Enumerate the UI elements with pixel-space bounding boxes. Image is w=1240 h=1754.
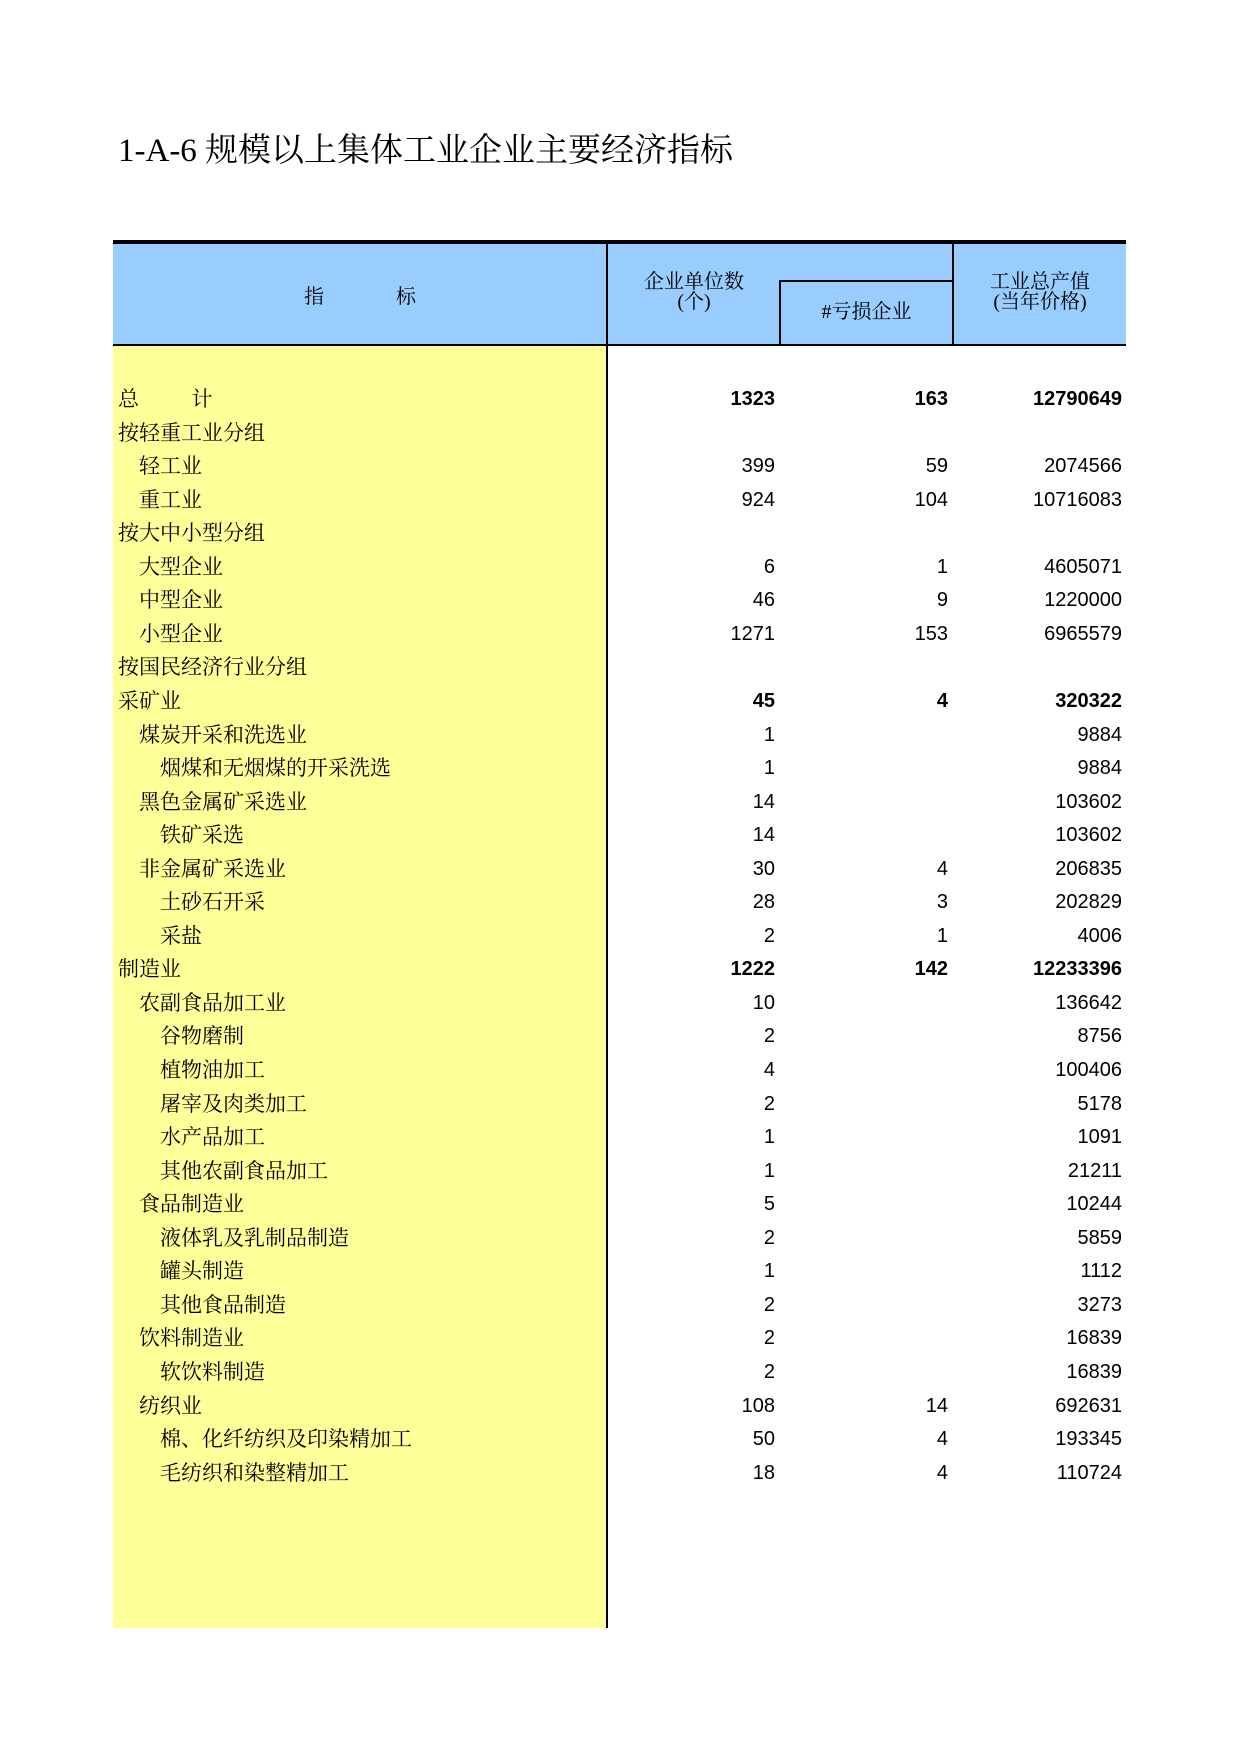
enterprise-units-cell: 1222 [730,958,775,981]
row-label: 饮料制造业 [139,1326,244,1351]
enterprise-units-cell: 10 [752,991,775,1014]
enterprise-units-cell: 4 [763,1059,775,1081]
gross-output-cell: 10244 [1066,1193,1122,1216]
enterprise-units-cell: 14 [752,824,775,847]
table-row [113,1319,1126,1357]
table-row [113,1085,1126,1123]
gross-output-cell: 9884 [1077,723,1122,746]
table-row [113,682,1126,720]
table-row [113,1454,1126,1492]
row-label: 采盐 [160,923,202,948]
row-label: 谷物磨制 [160,1024,244,1049]
row-label: 按大中小型分组 [118,521,265,546]
enterprise-units-cell: 2 [763,1360,775,1383]
row-label: 其他食品制造 [160,1292,286,1317]
enterprise-units-cell: 1271 [730,622,775,645]
table-row [113,749,1126,787]
table-header [113,244,1126,346]
row-label: 采矿业 [118,688,181,713]
gross-output-cell: 1220000 [1044,589,1122,612]
row-label: 按国民经济行业分组 [118,655,307,680]
row-label: 土砂石开采 [160,890,265,915]
enterprise-units-cell: 399 [741,455,775,478]
row-label: 总 计 [118,387,213,411]
row-label: 罐头制造 [160,1259,244,1284]
gross-output-cell: 5859 [1077,1226,1122,1249]
row-label: 轻工业 [139,454,202,479]
gross-output-cell: 110724 [1056,1461,1122,1484]
row-label: 纺织业 [139,1393,202,1418]
table-row [113,1219,1126,1257]
row-label: 屠宰及肉类加工 [160,1091,307,1116]
enterprise-units-cell: 924 [741,488,775,511]
table-row [113,1286,1126,1324]
gross-output-cell: 8756 [1077,1025,1122,1048]
loss-enterprises-cell: 4 [936,857,948,880]
table-row [113,1051,1126,1089]
table-row [113,950,1126,988]
loss-enterprises-cell: 153 [914,622,948,645]
header-gross-output: 工业总产值 (当年价格) [990,271,1090,313]
table-row [113,648,1126,686]
enterprise-units-cell: 2 [763,1226,775,1249]
enterprise-units-cell: 30 [752,857,775,880]
gross-output-cell: 6965579 [1044,622,1122,645]
table-row [113,481,1126,519]
table-row [113,984,1126,1022]
table-row [113,447,1126,485]
table-row [113,716,1126,754]
gross-output-cell: 103602 [1055,790,1122,813]
table-row [113,414,1126,452]
table-row [113,850,1126,888]
table-row [113,514,1126,552]
row-label: 其他农副食品加工 [160,1158,328,1183]
loss-enterprises-cell: 104 [914,488,948,511]
gross-output-cell: 193345 [1055,1428,1122,1451]
gross-output-cell: 16839 [1066,1327,1122,1350]
gross-output-cell: 10716083 [1033,488,1122,511]
enterprise-units-cell: 1 [763,1126,775,1149]
loss-enterprises-cell: 4 [936,1461,948,1484]
loss-enterprises-cell: 142 [914,958,948,981]
enterprise-units-cell: 6 [763,555,775,578]
gross-output-cell: 5178 [1077,1092,1122,1115]
enterprise-units-cell: 1323 [730,388,775,410]
gross-output-cell: 12790649 [1033,388,1122,410]
row-label: 棉、化纤纺织及印染精加工 [160,1427,412,1452]
table-row [113,380,1126,418]
enterprise-units-cell: 2 [763,1293,775,1316]
enterprise-units-cell: 2 [763,1025,775,1048]
enterprise-units-cell: 108 [741,1394,775,1417]
gross-output-cell: 692631 [1055,1394,1122,1417]
loss-enterprises-cell: 9 [936,589,948,612]
enterprise-units-cell: 45 [752,689,775,712]
enterprise-units-cell: 2 [763,1092,775,1115]
table-row [113,548,1126,586]
gross-output-cell: 2074566 [1044,455,1122,478]
loss-enterprises-cell: 4 [936,689,948,712]
gross-output-cell: 320322 [1055,689,1122,712]
row-label: 食品制造业 [139,1192,244,1217]
row-label: 按轻重工业分组 [118,420,265,445]
loss-enterprises-cell: 14 [925,1394,948,1417]
gross-output-cell: 206835 [1055,857,1122,880]
table-row [113,1387,1126,1425]
row-label: 非金属矿采选业 [139,856,286,881]
gross-output-cell: 4605071 [1044,555,1122,578]
row-label: 毛纺织和染整精加工 [160,1460,349,1485]
gross-output-cell: 16839 [1066,1360,1122,1383]
enterprise-units-cell: 1 [763,757,775,780]
table-row [113,1353,1126,1391]
row-label: 烟煤和无烟煤的开采洗选 [160,756,391,781]
table-row [113,783,1126,821]
table-row [113,1420,1126,1458]
loss-enterprises-cell: 3 [936,891,948,914]
table-row [113,883,1126,921]
row-label: 大型企业 [139,554,223,579]
loss-enterprises-cell: 1 [936,924,948,947]
gross-output-cell: 103602 [1055,824,1122,847]
enterprise-units-cell: 28 [752,891,775,914]
page-title: 1-A-6 规模以上集体工业企业主要经济指标 [118,133,734,169]
loss-enterprises-cell: 4 [936,1428,948,1451]
row-label: 制造业 [118,957,181,982]
gross-output-cell: 100406 [1055,1059,1122,1081]
enterprise-units-cell: 18 [752,1461,775,1484]
table-row [113,1118,1126,1156]
row-label: 黑色金属矿采选业 [139,789,307,814]
enterprise-units-cell: 2 [763,1327,775,1350]
table-row [113,816,1126,854]
gross-output-cell: 136642 [1055,991,1122,1014]
header-loss-enterprises: #亏损企业 [821,301,912,323]
loss-enterprises-cell: 1 [936,555,948,578]
row-label: 重工业 [139,487,202,512]
table-row [113,917,1126,955]
gross-output-cell: 9884 [1077,757,1122,780]
row-label: 液体乳及乳制品制造 [160,1225,349,1250]
row-label: 小型企业 [139,621,223,646]
row-label: 软饮料制造 [160,1359,265,1384]
table-row [113,615,1126,653]
table-row [113,1252,1126,1290]
row-label: 农副食品加工业 [139,990,286,1015]
header-indicator [113,244,607,344]
enterprise-units-cell: 14 [752,790,775,813]
loss-enterprises-cell: 59 [925,455,948,478]
table-row [113,1017,1126,1055]
gross-output-cell: 1112 [1080,1260,1122,1283]
table-row [113,1152,1126,1190]
row-label: 铁矿采选 [160,823,244,848]
enterprise-units-cell: 1 [763,1159,775,1182]
enterprise-units-cell: 2 [763,924,775,947]
row-label: 植物油加工 [160,1058,265,1082]
row-label: 中型企业 [139,588,223,613]
enterprise-units-cell: 1 [763,723,775,746]
row-label: 煤炭开采和洗选业 [139,722,307,747]
gross-output-cell: 202829 [1055,891,1122,914]
header-indicator-a: 指 [304,285,324,308]
table-row [113,1185,1126,1223]
enterprise-units-cell: 50 [752,1428,775,1451]
gross-output-cell: 21211 [1067,1159,1122,1182]
gross-output-cell: 1091 [1077,1126,1122,1149]
row-label: 水产品加工 [160,1125,265,1150]
enterprise-units-cell: 5 [763,1193,775,1216]
enterprise-units-cell: 1 [763,1260,775,1283]
enterprise-units-cell: 46 [752,589,775,612]
gross-output-cell: 12233396 [1033,958,1122,981]
table-row [113,581,1126,619]
loss-enterprises-cell: 163 [914,388,948,410]
header-enterprise-units: 企业单位数 (个) [644,271,744,313]
gross-output-cell: 3273 [1077,1293,1122,1316]
header-indicator-b: 标 [396,285,416,308]
gross-output-cell: 4006 [1077,924,1122,947]
